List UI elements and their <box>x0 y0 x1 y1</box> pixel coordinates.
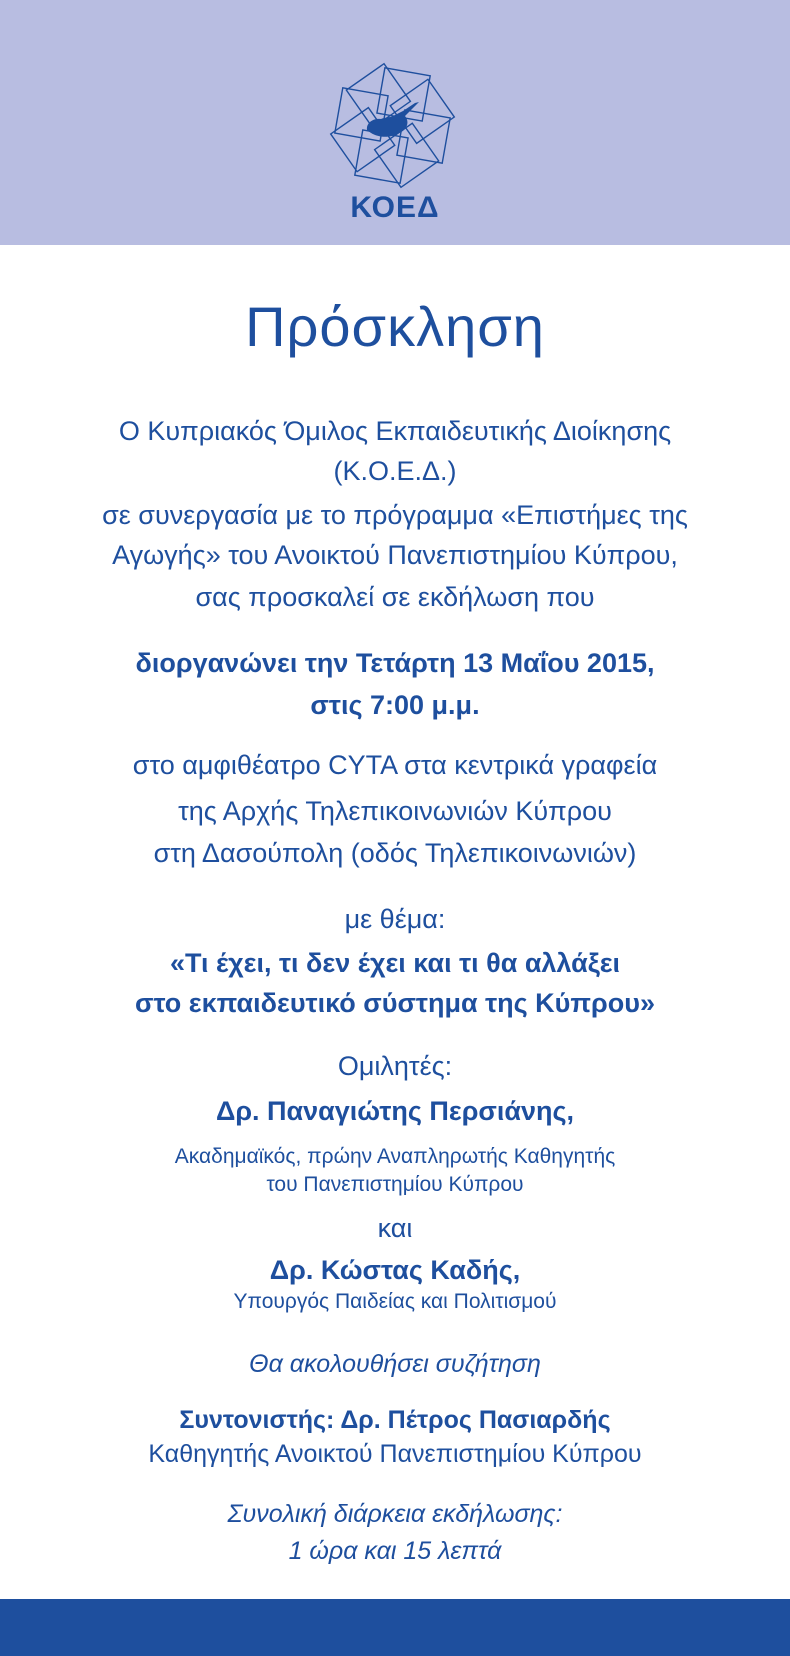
intro-line: σας προσκαλεί σε εκδήλωση που <box>195 582 595 612</box>
intro-line: σε συνεργασία με το πρόγραμμα «Επιστήμες της <box>102 500 688 530</box>
event-time-line: στις 7:00 μ.μ. <box>310 690 480 720</box>
moderator-name: Συντονιστής: Δρ. Πέτρος Πασιαρδής <box>179 1406 611 1434</box>
duration-label: Συνολική διάρκεια εκδήλωσης: <box>227 1500 563 1528</box>
topic-line: στο εκπαιδευτικό σύστημα της Κύπρου» <box>135 988 655 1018</box>
duration-value: 1 ώρα και 15 λεπτά <box>288 1537 502 1565</box>
speakers-conjunction: και <box>377 1213 413 1243</box>
venue-line: στη Δασούπολη (οδός Τηλεπικοινωνιών) <box>153 838 637 868</box>
speaker-1-name: Δρ. Παναγιώτης Περσιάνης, <box>215 1096 575 1126</box>
topic-label: με θέμα: <box>344 904 446 934</box>
moderator-role: Καθηγητής Ανοικτού Πανεπιστημίου Κύπρου <box>148 1440 642 1468</box>
logo-text: ΚΟΕΔ <box>350 191 440 224</box>
discussion-note: Θα ακολουθήσει συζήτηση <box>249 1350 541 1378</box>
intro-line: Αγωγής» του Ανοικτού Πανεπιστημίου Κύπρου, <box>112 540 678 570</box>
venue-line: της Αρχής Τηλεπικοινωνιών Κύπρου <box>178 796 612 826</box>
speakers-label: Ομιλητές: <box>337 1051 453 1081</box>
logo-square <box>390 79 454 143</box>
topic-line: «Τι έχει, τι δεν έχει και τι θα αλλάξει <box>169 948 621 978</box>
speaker-2-role: Υπουργός Παιδείας και Πολιτισμού <box>233 1290 557 1313</box>
venue-line: στο αμφιθέατρο CYTA στα κεντρικά γραφεία <box>132 750 658 780</box>
logo-square <box>331 108 395 172</box>
intro-line: (Κ.Ο.Ε.Δ.) <box>333 456 457 486</box>
speaker-1-role: Ακαδημαϊκός, πρώην Αναπληρωτής Καθηγητής <box>174 1145 616 1168</box>
speaker-2-name: Δρ. Κώστας Καδής, <box>269 1255 521 1285</box>
speaker-1-role: του Πανεπιστημίου Κύπρου <box>266 1173 524 1196</box>
event-date-line: διοργανώνει την Τετάρτη 13 Μαΐου 2015, <box>135 648 655 678</box>
intro-line: Ο Κυπριακός Όμιλος Εκπαιδευτικής Διοίκησης <box>118 416 672 446</box>
cyprus-map-rosette-icon <box>325 58 460 193</box>
footer-band <box>0 1599 790 1656</box>
page-title: Πρόσκληση <box>245 295 545 358</box>
